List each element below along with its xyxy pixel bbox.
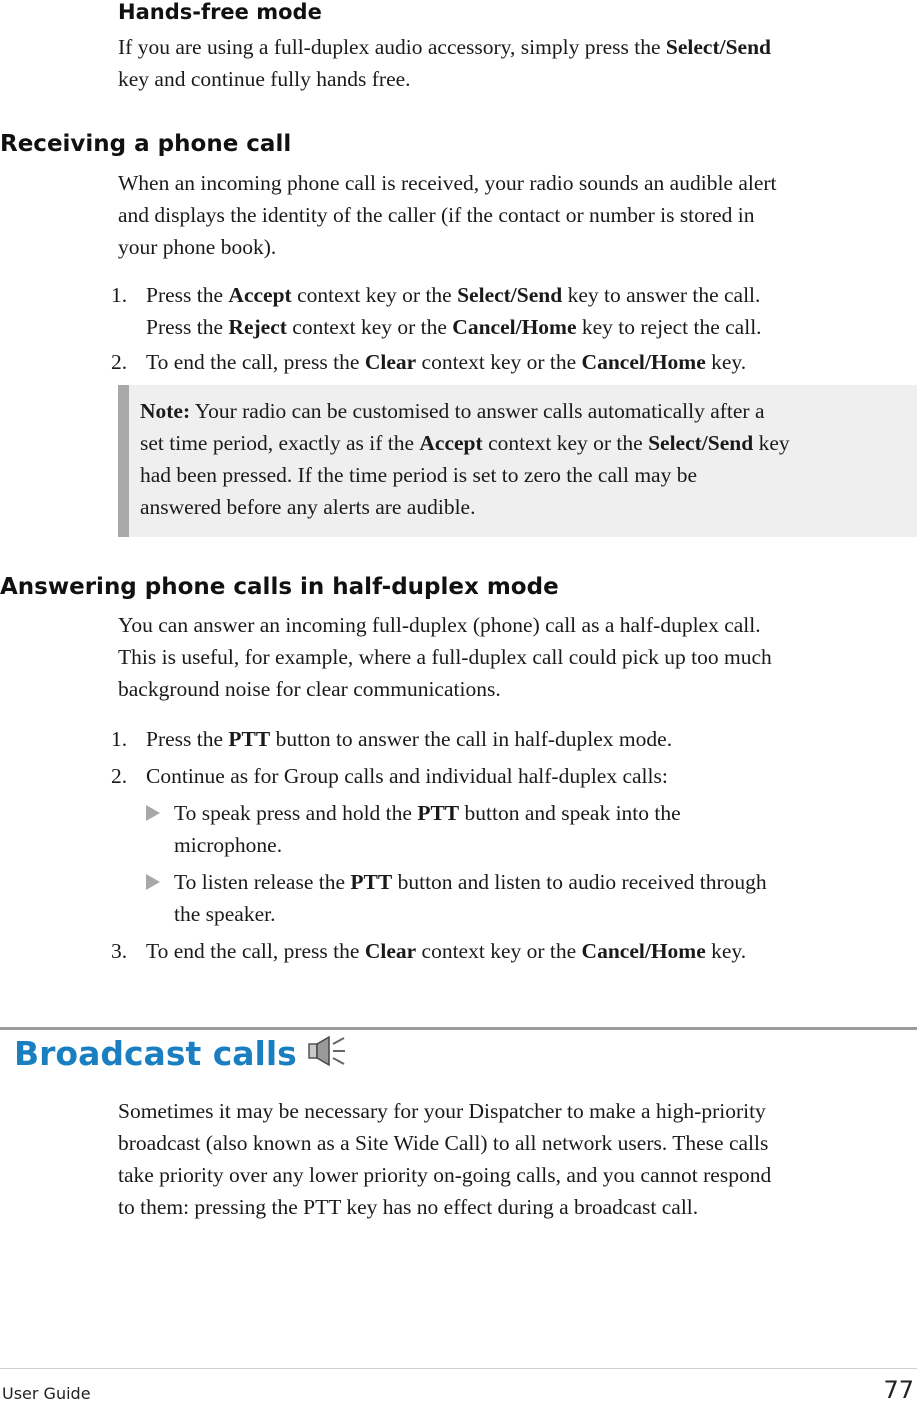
bullet-arrow-icon bbox=[146, 805, 160, 821]
hands-free-heading: Hands-free mode bbox=[118, 0, 322, 24]
receiving-step-2: 2. To end the call, press the Clear context key or the Cancel/Home key. bbox=[111, 350, 747, 374]
half-duplex-heading: Answering phone calls in half-duplex mode bbox=[0, 574, 559, 600]
receiving-paragraph: When an incoming phone call is received, your radio sounds an audible alert and displays the identity of the caller (if the contact or number is stored in your phone book). bbox=[118, 171, 777, 259]
page-number: 77 bbox=[883, 1376, 914, 1404]
footer-divider bbox=[0, 1368, 917, 1369]
broadcast-paragraph: Sometimes it may be necessary for your Dispatcher to make a high-priority broadcast (also known as a Site Wide Call) to all network users. These calls take priority over any lower priority on-going calls, and you cannot respond to them: pressing the PTT key has no effect during a broadcast call. bbox=[118, 1099, 772, 1219]
broadcast-heading: Broadcast calls bbox=[14, 1034, 347, 1075]
bullet-arrow-icon bbox=[146, 874, 160, 890]
half-duplex-bullet-2: To listen release the PTT button and listen to audio received through the speaker. bbox=[146, 866, 886, 930]
half-duplex-bullet-1: To speak press and hold the PTT button and speak into the microphone. bbox=[146, 797, 886, 861]
section-divider bbox=[0, 1027, 917, 1030]
half-duplex-step-3: 3. To end the call, press the Clear context key or the Cancel/Home key. bbox=[111, 939, 747, 963]
hands-free-paragraph: If you are using a full-duplex audio accessory, simply press the Select/Send key and continue fully hands free. bbox=[118, 35, 772, 91]
half-duplex-paragraph: You can answer an incoming full-duplex (phone) call as a half-duplex call. This is useful, for example, where a full-duplex call could pick up too much background noise for clear communications. bbox=[118, 613, 772, 701]
note-box: Note: Your radio can be customised to answer calls automatically after a set time period, exactly as if the Accept context key or the Select/Send key had been pressed. If the time period is set to zero the call may be answered before any alerts are audible. bbox=[118, 385, 917, 537]
footer-title: User Guide bbox=[2, 1384, 91, 1403]
speaker-icon bbox=[307, 1035, 347, 1075]
receiving-heading: Receiving a phone call bbox=[0, 131, 292, 157]
half-duplex-step-2: 2. Continue as for Group calls and individual half-duplex calls: bbox=[111, 764, 668, 788]
half-duplex-step-1: 1. Press the PTT button to answer the call in half-duplex mode. bbox=[111, 727, 673, 751]
receiving-step-1: 1. Press the Accept context key or the Select/Send key to answer the call. Press the Reject context key or the Cancel/Home key to reject the call. bbox=[111, 283, 762, 339]
note-label: Note: bbox=[140, 399, 191, 423]
